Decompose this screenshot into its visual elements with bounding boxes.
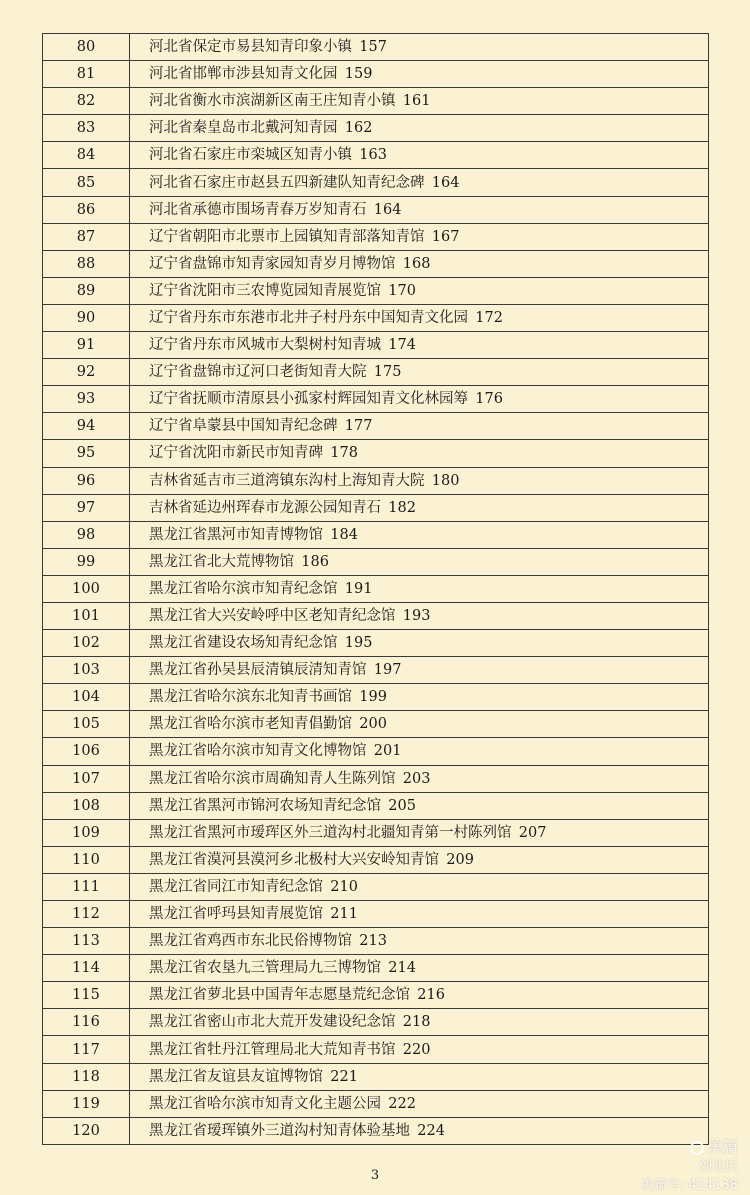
entry-number: 104: [43, 684, 130, 711]
entry-title: 黑龙江省黑河市瑷珲区外三道沟村北疆知青第一村陈列馆: [149, 824, 512, 841]
entry-title-cell: [130, 115, 709, 142]
entry-title-cell: [130, 386, 709, 413]
entry-title: 辽宁省沈阳市新民市知青碑: [149, 445, 323, 462]
entry-page: 220: [402, 1041, 431, 1058]
entry-number: 111: [43, 873, 130, 900]
table-row: [43, 304, 709, 331]
entry-title-cell: [130, 928, 709, 955]
entry-number: 92: [43, 359, 130, 386]
entry-page: 178: [330, 445, 358, 462]
entry-page: 216: [417, 987, 445, 1004]
entry-title-cell: [130, 88, 709, 115]
entry-number: 82: [43, 88, 130, 115]
watermark-brand-line: [641, 1138, 738, 1157]
entry-title: 黑龙江省哈尔滨市知青文化主题公园: [149, 1095, 381, 1112]
entry-number: 101: [43, 602, 130, 629]
entry-number: 94: [43, 413, 130, 440]
entry-number: 116: [43, 1009, 130, 1036]
table-row: [43, 386, 709, 413]
entry-title-cell: [130, 738, 709, 765]
entry-title: 黑龙江省北大荒博物馆: [149, 553, 294, 570]
table-row: [43, 1063, 709, 1090]
entry-page: 200: [359, 716, 387, 733]
table-row: [43, 1090, 709, 1117]
entry-page: 162: [344, 120, 373, 137]
entry-page: 167: [431, 228, 460, 245]
entry-page: 207: [518, 824, 547, 841]
watermark-brand: 美篇: [707, 1138, 738, 1156]
entry-number: 91: [43, 332, 130, 359]
entry-title: 吉林省延吉市三道湾镇东沟村上海知青大院: [149, 472, 425, 489]
entry-number: 81: [43, 61, 130, 88]
entry-title-cell: [130, 1063, 709, 1090]
entry-title: 辽宁省朝阳市北票市上园镇知青部落知青馆: [149, 228, 425, 245]
entry-page: 199: [359, 689, 387, 706]
entry-number: 119: [43, 1090, 130, 1117]
entry-page: 163: [359, 147, 387, 164]
entry-page: 159: [344, 66, 373, 83]
entry-title: 辽宁省阜蒙县中国知青纪念碑: [149, 418, 338, 435]
table-row: [43, 738, 709, 765]
entry-title-cell: [130, 332, 709, 359]
entry-page: 218: [402, 1014, 431, 1031]
table-row: [43, 521, 709, 548]
entry-title-cell: [130, 169, 709, 196]
table-row: [43, 61, 709, 88]
table-row: [43, 223, 709, 250]
entry-title-cell: [130, 982, 709, 1009]
meipian-watermark: [641, 1138, 738, 1195]
table-row: [43, 711, 709, 738]
table-row: [43, 250, 709, 277]
entry-title-cell: [130, 575, 709, 602]
entry-title-cell: [130, 630, 709, 657]
entry-title: 黑龙江省黑河市知青博物馆: [149, 526, 323, 543]
entry-number: 87: [43, 223, 130, 250]
entry-page: 168: [402, 255, 431, 272]
entry-title: 黑龙江省萝北县中国青年志愿垦荒纪念馆: [149, 987, 410, 1004]
entry-number: 115: [43, 982, 130, 1009]
table-row: [43, 955, 709, 982]
entry-number: 97: [43, 494, 130, 521]
entry-number: 120: [43, 1117, 130, 1144]
entry-title: 黑龙江省建设农场知青纪念馆: [149, 635, 338, 652]
table-row: [43, 332, 709, 359]
entry-page: 180: [431, 472, 460, 489]
entry-title-cell: [130, 467, 709, 494]
entry-title-cell: [130, 34, 709, 61]
watermark-id: 美篇号: 414138: [640, 1178, 738, 1193]
entry-title-cell: [130, 657, 709, 684]
table-row: [43, 277, 709, 304]
table-row: [43, 982, 709, 1009]
entry-title-cell: [130, 440, 709, 467]
entry-number: 85: [43, 169, 130, 196]
entry-title: 河北省承德市围场青春万岁知青石: [149, 201, 367, 218]
entry-page: 214: [388, 960, 416, 977]
entry-title-cell: [130, 602, 709, 629]
entry-title: 黑龙江省哈尔滨市知青纪念馆: [149, 580, 338, 597]
entry-title-cell: [130, 61, 709, 88]
entry-page: 184: [330, 526, 358, 543]
entry-number: 112: [43, 901, 130, 928]
table-row: [43, 657, 709, 684]
entry-number: 98: [43, 521, 130, 548]
table-row: [43, 88, 709, 115]
entry-page: 197: [373, 662, 402, 679]
entry-title: 河北省邯郸市涉县知青文化园: [149, 66, 338, 83]
entry-title-cell: [130, 1090, 709, 1117]
entry-page: 170: [388, 282, 416, 299]
entry-page: 172: [475, 309, 503, 326]
entry-title-cell: [130, 494, 709, 521]
entry-title: 黑龙江省哈尔滨市知青文化博物馆: [149, 743, 367, 760]
watermark-author: 刘北民: [698, 1159, 738, 1174]
entry-page: 210: [330, 878, 358, 895]
table-row: [43, 575, 709, 602]
entry-page: 203: [402, 770, 431, 787]
entry-title-cell: [130, 846, 709, 873]
table-row: [43, 873, 709, 900]
table-row: [43, 34, 709, 61]
entry-title: 辽宁省抚顺市清原县小孤家村辉园知青文化林园筹: [149, 391, 468, 408]
entry-title-cell: [130, 521, 709, 548]
entry-title: 黑龙江省黑河市锦河农场知青纪念馆: [149, 797, 381, 814]
entry-number: 105: [43, 711, 130, 738]
entry-number: 93: [43, 386, 130, 413]
entry-number: 86: [43, 196, 130, 223]
entry-title: 黑龙江省密山市北大荒开发建设纪念馆: [149, 1014, 396, 1031]
entry-title-cell: [130, 277, 709, 304]
entry-title: 黑龙江省友谊县友谊博物馆: [149, 1068, 323, 1085]
entry-number: 100: [43, 575, 130, 602]
table-row: [43, 413, 709, 440]
entry-number: 102: [43, 630, 130, 657]
entry-title: 吉林省延边州珲春市龙源公园知青石: [149, 499, 381, 516]
entry-page: 209: [446, 851, 474, 868]
entry-title: 河北省秦皇岛市北戴河知青园: [149, 120, 338, 137]
entry-title: 黑龙江省同江市知青纪念馆: [149, 878, 323, 895]
entry-page: 193: [402, 608, 431, 625]
entry-title: 河北省保定市易县知青印象小镇: [149, 39, 352, 56]
entry-title-cell: [130, 250, 709, 277]
table-row: [43, 792, 709, 819]
entry-number: 103: [43, 657, 130, 684]
entry-number: 99: [43, 548, 130, 575]
entry-number: 114: [43, 955, 130, 982]
entry-title-cell: [130, 196, 709, 223]
entry-title: 黑龙江省孙吴县辰清镇辰清知青馆: [149, 662, 367, 679]
entry-title-cell: [130, 819, 709, 846]
entry-title: 黑龙江省大兴安岭呼中区老知青纪念馆: [149, 608, 396, 625]
entry-number: 113: [43, 928, 130, 955]
table-row: [43, 548, 709, 575]
entry-page: 176: [475, 391, 503, 408]
table-row: [43, 359, 709, 386]
entry-title-cell: [130, 792, 709, 819]
entry-title-cell: [130, 223, 709, 250]
entry-number: 83: [43, 115, 130, 142]
entry-page: 186: [301, 553, 329, 570]
entry-title: 黑龙江省鸡西市东北民俗博物馆: [149, 933, 352, 950]
entry-title: 黑龙江省牡丹江管理局北大荒知青书馆: [149, 1041, 396, 1058]
table-row: [43, 901, 709, 928]
table-row: [43, 142, 709, 169]
entry-title: 黑龙江省哈尔滨市老知青倡勤馆: [149, 716, 352, 733]
catalog-table: [42, 33, 709, 1145]
entry-title: 黑龙江省哈尔滨东北知青书画馆: [149, 689, 352, 706]
entry-number: 109: [43, 819, 130, 846]
table-row: [43, 602, 709, 629]
entry-number: 84: [43, 142, 130, 169]
entry-number: 117: [43, 1036, 130, 1063]
entry-title-cell: [130, 955, 709, 982]
entry-page: 201: [373, 743, 402, 760]
entry-page: 221: [330, 1068, 358, 1085]
table-row: [43, 684, 709, 711]
entry-number: 106: [43, 738, 130, 765]
entry-title-cell: [130, 359, 709, 386]
table-row: [43, 630, 709, 657]
entry-page: 164: [431, 174, 460, 191]
entry-title-cell: [130, 684, 709, 711]
table-row: [43, 1009, 709, 1036]
entry-title: 辽宁省丹东市风城市大梨树村知青城: [149, 337, 381, 354]
entry-title: 黑龙江省漠河县漠河乡北极村大兴安岭知青馆: [149, 851, 439, 868]
entry-number: 90: [43, 304, 130, 331]
table-row: [43, 196, 709, 223]
entry-title-cell: [130, 142, 709, 169]
entry-page: 182: [388, 499, 416, 516]
table-row: [43, 440, 709, 467]
entry-title: 河北省石家庄市栾城区知青小镇: [149, 147, 352, 164]
entry-page: 205: [388, 797, 416, 814]
entry-title-cell: [130, 1036, 709, 1063]
entry-title-cell: [130, 765, 709, 792]
entry-page: 161: [402, 93, 431, 110]
table-row: [43, 1036, 709, 1063]
entry-page: 224: [417, 1122, 445, 1139]
entry-title-cell: [130, 548, 709, 575]
table-row: [43, 169, 709, 196]
meipian-logo-icon: [690, 1141, 704, 1155]
table-row: [43, 846, 709, 873]
entry-title-cell: [130, 413, 709, 440]
entry-title: 黑龙江省农垦九三管理局九三博物馆: [149, 960, 381, 977]
table-row: [43, 115, 709, 142]
entry-page: 157: [359, 39, 387, 56]
entry-title: 辽宁省丹东市东港市北井子村丹东中国知青文化园: [149, 309, 468, 326]
entry-number: 88: [43, 250, 130, 277]
entry-title: 黑龙江省呼玛县知青展览馆: [149, 906, 323, 923]
entry-page: 222: [388, 1095, 416, 1112]
table-row: [43, 928, 709, 955]
table-row: [43, 819, 709, 846]
entry-title: 辽宁省沈阳市三农博览园知青展览馆: [149, 282, 381, 299]
entry-number: 80: [43, 34, 130, 61]
entry-title: 黑龙江省瑷珲镇外三道沟村知青体验基地: [149, 1122, 410, 1139]
table-row: [43, 1117, 709, 1144]
catalog-table-body: [43, 34, 709, 1145]
entry-title: 河北省衡水市滨湖新区南王庄知青小镇: [149, 93, 396, 110]
entry-number: 95: [43, 440, 130, 467]
table-row: [43, 765, 709, 792]
entry-number: 108: [43, 792, 130, 819]
entry-number: 110: [43, 846, 130, 873]
entry-number: 118: [43, 1063, 130, 1090]
entry-title: 河北省石家庄市赵县五四新建队知青纪念碑: [149, 174, 425, 191]
entry-page: 175: [373, 364, 402, 381]
entry-page: 177: [344, 418, 373, 435]
entry-page: 213: [359, 933, 387, 950]
entry-title: 黑龙江省哈尔滨市周确知青人生陈列馆: [149, 770, 396, 787]
table-row: [43, 467, 709, 494]
entry-title-cell: [130, 1009, 709, 1036]
table-row: [43, 494, 709, 521]
entry-page: 174: [388, 337, 416, 354]
entry-number: 89: [43, 277, 130, 304]
entry-page: 195: [344, 635, 373, 652]
entry-title-cell: [130, 873, 709, 900]
entry-title-cell: [130, 901, 709, 928]
entry-title: 辽宁省盘锦市知青家园知青岁月博物馆: [149, 255, 396, 272]
entry-title-cell: [130, 304, 709, 331]
entry-title-cell: [130, 1117, 709, 1144]
entry-number: 107: [43, 765, 130, 792]
entry-page: 164: [373, 201, 402, 218]
page-number: 3: [370, 1168, 380, 1183]
entry-page: 191: [344, 580, 373, 597]
entry-title-cell: [130, 711, 709, 738]
entry-title: 辽宁省盘锦市辽河口老街知青大院: [149, 364, 367, 381]
entry-page: 211: [330, 906, 358, 923]
entry-number: 96: [43, 467, 130, 494]
